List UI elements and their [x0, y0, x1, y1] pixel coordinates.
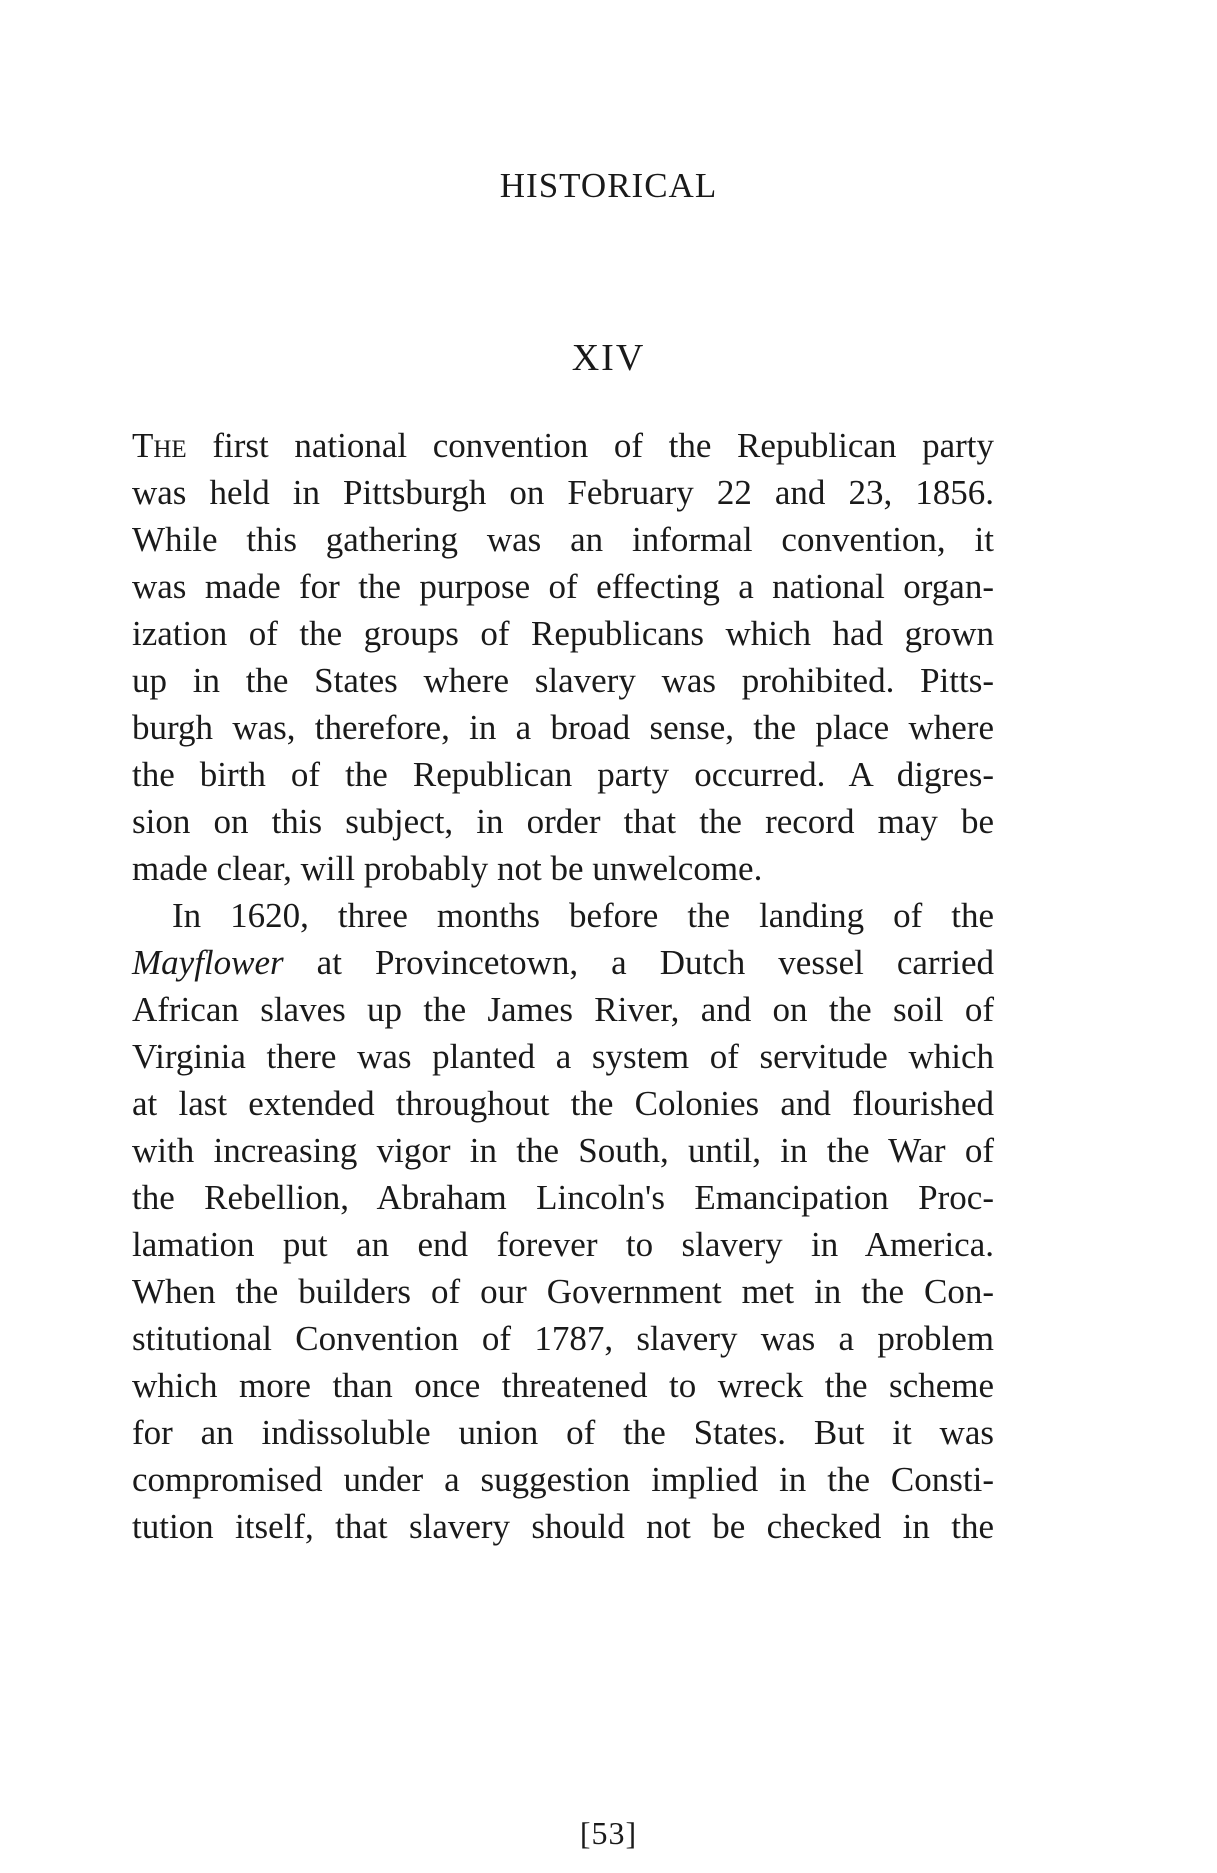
text-line: Mayflower at Provincetown, a Dutch vessel carried	[132, 943, 994, 982]
text-line: When the builders of our Government met in the Con-	[132, 1272, 994, 1311]
text-line: up in the States where slavery was prohibited. Pitts-	[132, 661, 994, 700]
text-line: ization of the groups of Republicans which had grown	[132, 614, 994, 653]
text-line: Virginia there was planted a system of servitude which	[132, 1037, 994, 1076]
ship-name: Mayflower	[132, 943, 284, 982]
text-line: stitutional Convention of 1787, slavery was a problem	[132, 1319, 994, 1358]
text-line: which more than once threatened to wreck the scheme	[132, 1366, 994, 1405]
text-line: lamation put an end forever to slavery in America.	[132, 1225, 994, 1264]
text-line: with increasing vigor in the South, until, in the War of	[132, 1131, 994, 1170]
text-line: sion on this subject, in order that the record may be	[132, 802, 994, 841]
page-number: [53]	[579, 1815, 638, 1851]
text-line: While this gathering was an informal convention, it	[132, 520, 994, 559]
text-line: was held in Pittsburgh on February 22 and 23, 1856.	[132, 473, 994, 512]
opening-word: The	[132, 426, 187, 465]
chapter-number: XIV	[571, 337, 646, 379]
paragraph-1	[132, 422, 994, 892]
text-line: the Rebellion, Abraham Lincoln's Emancipation Proc-	[132, 1178, 994, 1217]
text-line: at last extended throughout the Colonies and flourished	[132, 1084, 994, 1123]
body-text	[132, 422, 994, 1550]
text-line: made clear, will probably not be unwelcome.	[132, 849, 763, 888]
text-line: compromised under a suggestion implied in the Consti-	[132, 1460, 994, 1499]
text-line: African slaves up the James River, and on the soil of	[132, 990, 994, 1029]
text-line: the birth of the Republican party occurred. A digres-	[132, 755, 994, 794]
running-head: HISTORICAL	[499, 166, 718, 205]
paragraph-2	[132, 892, 994, 1550]
text-line: for an indissoluble union of the States. But it was	[132, 1413, 994, 1452]
text-line: In 1620, three months before the landing of the	[172, 896, 994, 935]
text-line: burgh was, therefore, in a broad sense, the place where	[132, 708, 994, 747]
text-line: tution itself, that slavery should not be checked in the	[132, 1507, 994, 1546]
text-line: was made for the purpose of effecting a national organ-	[132, 567, 994, 606]
text-line: The first national convention of the Republican party	[132, 426, 994, 465]
